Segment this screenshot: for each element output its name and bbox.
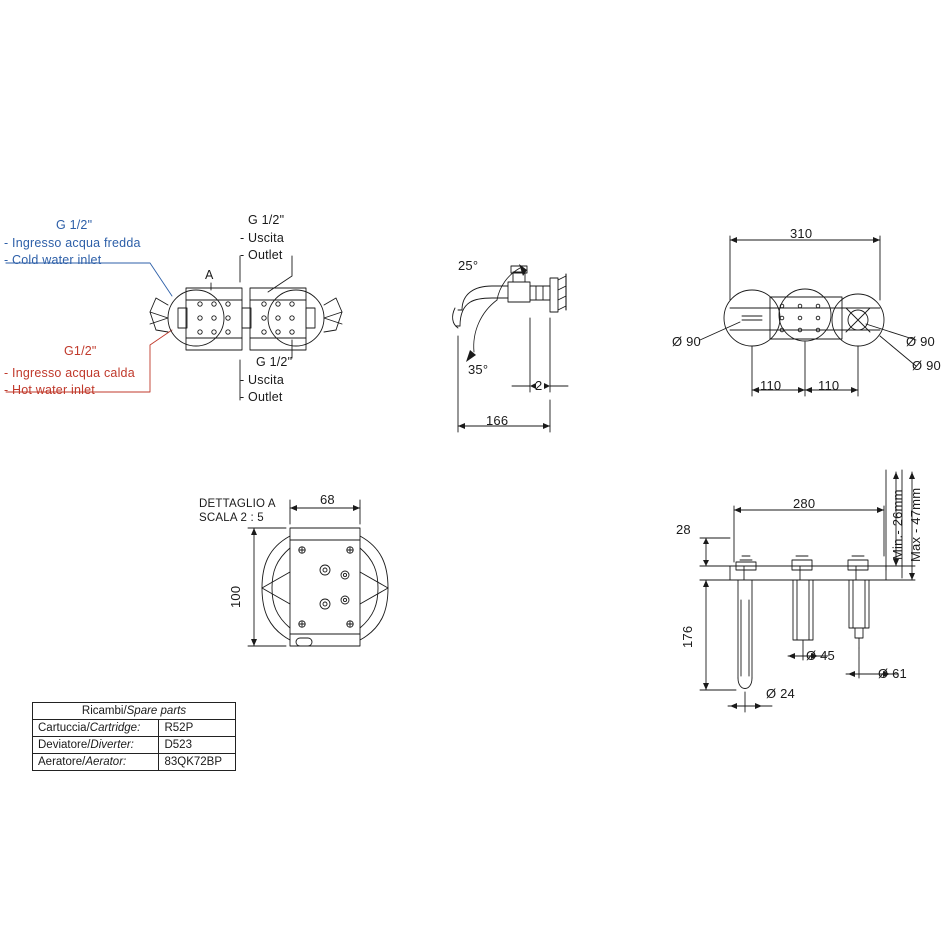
- cartridge-label-cell: [33, 720, 159, 737]
- dim-dia24-label: Ø 24: [766, 686, 795, 701]
- diverter-value-cell: D523: [159, 737, 236, 754]
- cartridge-label-it: Cartuccia/: [38, 722, 90, 734]
- outlet-bottom-label-en: - Outlet: [240, 390, 283, 404]
- dim-dia90-left-label: Ø 90: [672, 334, 701, 349]
- aerator-label-en: Aerator:: [85, 756, 127, 768]
- dim-dia61-label: Ø 61: [878, 666, 907, 681]
- dim-176-label: 176: [680, 625, 695, 648]
- aerator-label-it: Aeratore/: [38, 756, 86, 768]
- dim-100-label: 100: [228, 585, 243, 608]
- dim-max-depth-label: Max - 47mm: [908, 487, 923, 562]
- outlet-top-label-it: - Uscita: [240, 231, 284, 245]
- dim-min-depth-label: Min.- 26mm: [890, 489, 905, 560]
- hot-inlet-thread-label: G1/2": [64, 344, 97, 358]
- cartridge-value-cell: R52P: [159, 720, 236, 737]
- cold-inlet-label-it: - Ingresso acqua fredda: [4, 236, 141, 250]
- angle-35-label: 35°: [468, 362, 489, 377]
- dim-166-label: 166: [486, 413, 509, 428]
- outlet-top-label-en: - Outlet: [240, 248, 283, 262]
- cold-inlet-thread-label: G 1/2": [56, 218, 93, 232]
- table-row: [33, 754, 236, 771]
- aerator-value-cell: 83QK72BP: [159, 754, 236, 771]
- table-row: [33, 720, 236, 737]
- dim-110-right-label: 110: [818, 378, 840, 393]
- dim-dia90-right2-label: Ø 90: [912, 358, 941, 373]
- outlet-bottom-label-it: - Uscita: [240, 373, 284, 387]
- dim-dia45-label: Ø 45: [806, 648, 835, 663]
- cartridge-label-en: Cartridge:: [89, 722, 141, 734]
- diverter-label-it: Deviatore/: [38, 739, 91, 751]
- dim-68-label: 68: [320, 492, 335, 507]
- spare-parts-table: [32, 702, 236, 771]
- hot-inlet-label-en: - Hot water inlet: [4, 383, 95, 397]
- spare-parts-header: [33, 703, 236, 720]
- detail-a-scale: SCALA 2 : 5: [199, 512, 264, 524]
- diverter-label-cell: [33, 737, 159, 754]
- dim-310-label: 310: [790, 226, 813, 241]
- table-row: [33, 703, 236, 720]
- dim-280-label: 280: [793, 496, 816, 511]
- outlet-bottom-thread-label: G 1/2": [256, 355, 293, 369]
- diverter-label-en: Diverter:: [90, 739, 134, 751]
- dim-28-label: 28: [676, 522, 691, 537]
- outlet-top-thread-label: G 1/2": [248, 213, 285, 227]
- spare-parts-header-en: Spare parts: [126, 705, 187, 717]
- angle-25-label: 25°: [458, 258, 479, 273]
- spare-parts-header-it: Ricambi/: [81, 705, 127, 717]
- hot-inlet-label-it: - Ingresso acqua calda: [4, 366, 135, 380]
- dim-2-label: 2: [535, 378, 543, 393]
- detail-a-title: DETTAGLIO A: [199, 498, 276, 510]
- dim-110-left-label: 110: [760, 378, 782, 393]
- aerator-label-cell: [33, 754, 159, 771]
- cold-inlet-label-en: - Cold water inlet: [4, 253, 102, 267]
- table-row: [33, 737, 236, 754]
- detail-marker-a: A: [205, 268, 214, 282]
- dim-dia90-right1-label: Ø 90: [906, 334, 935, 349]
